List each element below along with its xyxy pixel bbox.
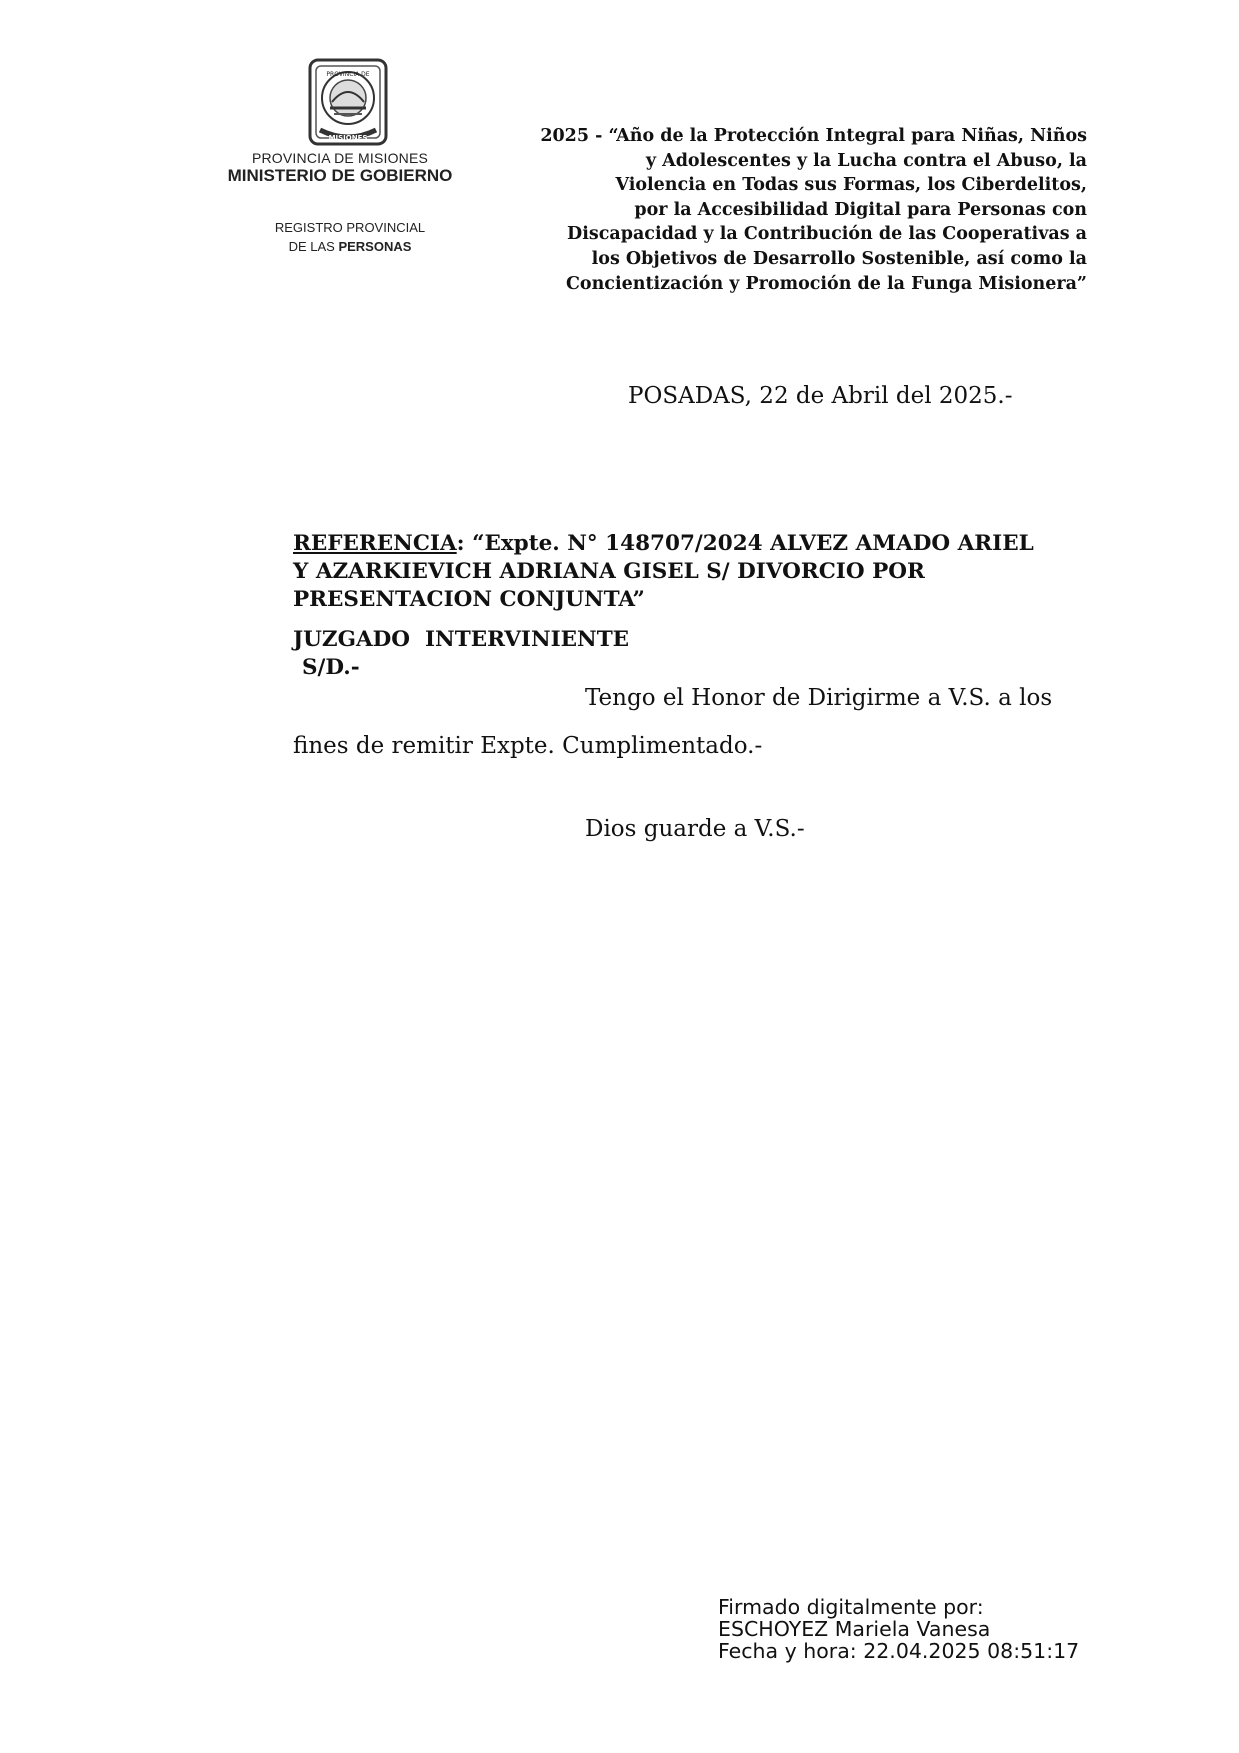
registry-line2-bold: PERSONAS — [338, 239, 412, 254]
motto-line: Concientización y Promoción de la Funga Misionera” — [565, 273, 1087, 294]
letterhead — [200, 150, 480, 186]
province-name: PROVINCIA DE MISIONES — [251, 150, 429, 166]
reference-line2: Y AZARKIEVICH ADRIANA GISEL S/ DIVORCIO POR — [293, 559, 925, 584]
registry-line2-prefix: DE LAS — [288, 239, 335, 254]
reference-block — [293, 530, 1133, 614]
digital-signature — [718, 1596, 1079, 1662]
closing-line: Dios guarde a V.S.- — [585, 816, 805, 842]
motto-line: Discapacidad y la Contribución de las Cooperativas a — [567, 224, 1087, 245]
motto-line: los Objetivos de Desarrollo Sostenible, así como la — [591, 248, 1087, 269]
motto-line: Violencia en Todas sus Formas, los Ciberdelitos, — [615, 175, 1087, 196]
signature-line2: ESCHOYEZ Mariela Vanesa — [718, 1617, 991, 1641]
body-line1: Tengo el Honor de Dirigirme a V.S. a los — [585, 685, 1053, 711]
recipient-court: JUZGADO INTERVINIENTE — [293, 627, 630, 652]
letter-date: POSADAS, 22 de Abril del 2025.- — [628, 383, 1013, 409]
ministry-name: MINISTERIO DE GOBIERNO — [227, 166, 453, 185]
registry-line1: REGISTRO PROVINCIAL — [274, 220, 426, 235]
year-motto — [447, 124, 1087, 296]
reference-label: REFERENCIA — [293, 531, 457, 556]
body-line2: fines de remitir Expte. Cumplimentado.- — [293, 733, 763, 759]
motto-line: 2025 - “Año de la Protección Integral para Niñas, Niños — [540, 126, 1087, 146]
registry-name — [250, 218, 450, 256]
registry-line2 — [250, 237, 450, 256]
reference-line1-text: : “Expte. N° 148707/2024 ALVEZ AMADO ARIEL — [456, 531, 1034, 556]
motto-line: y Adolescentes y la Lucha contra el Abuso, la — [645, 150, 1087, 171]
motto-line: por la Accesibilidad Digital para Personas con — [634, 199, 1087, 220]
signature-line3: Fecha y hora: 22.04.2025 08:51:17 — [718, 1639, 1080, 1663]
reference-line3: PRESENTACION CONJUNTA” — [293, 587, 645, 612]
recipient-sd: S/D.- — [302, 655, 360, 680]
seal-text-bottom: MISIONES — [328, 134, 368, 142]
provincial-seal-logo — [300, 52, 396, 152]
seal-text-top: PROVINCIA DE — [326, 71, 370, 78]
signature-line1: Firmado digitalmente por: — [718, 1595, 984, 1619]
reference-line1 — [293, 530, 1133, 558]
